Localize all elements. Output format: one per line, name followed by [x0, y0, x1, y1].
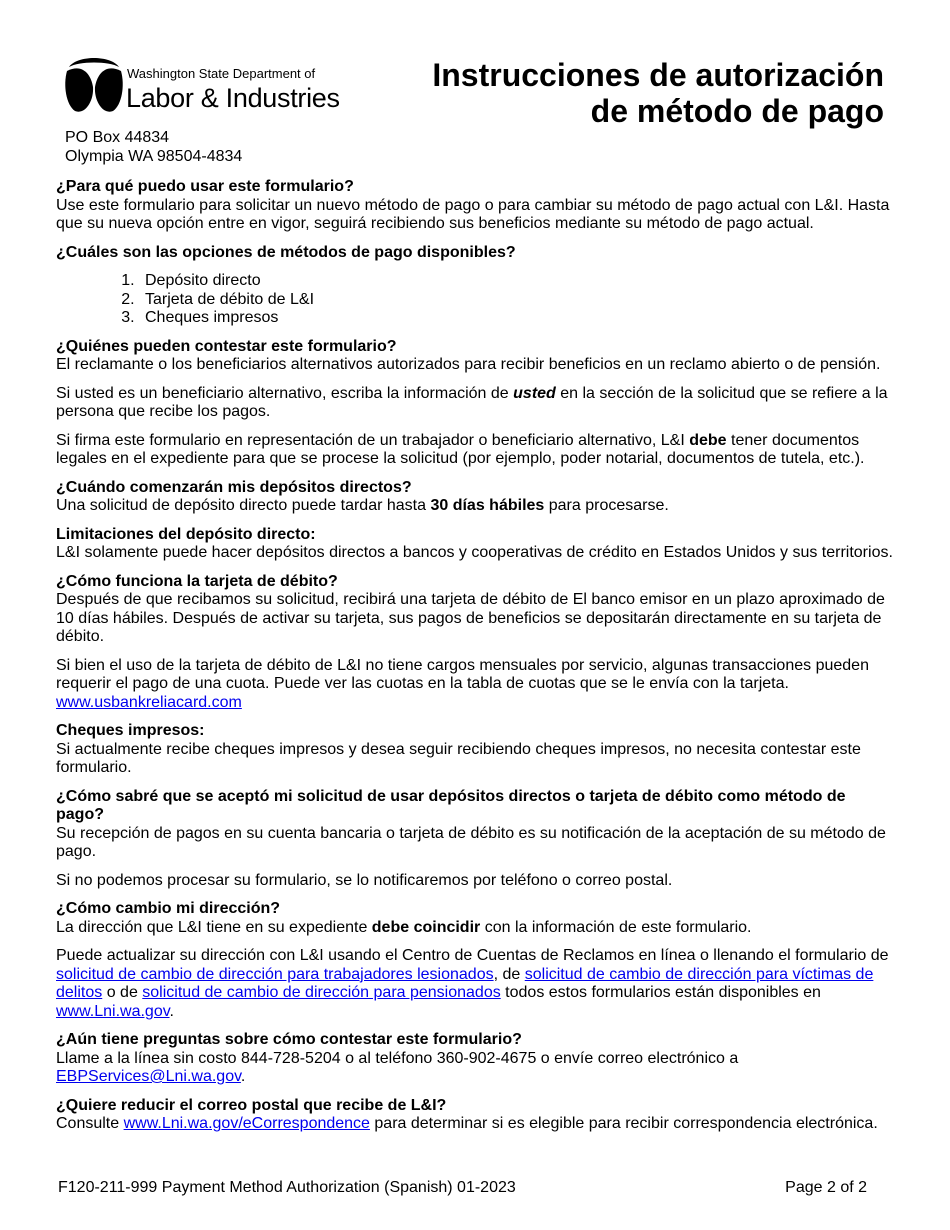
page-number: Page 2 of 2: [785, 1179, 867, 1196]
bold-text: debe coincidir: [371, 918, 481, 936]
mailing-address: [65, 128, 242, 166]
section-text: Use este formulario para solicitar un nuevo método de pago o para cambiar su método de pago actual con L&I. Hasta que su nueva opción entre en vigor, seguirá recibiendo sus beneficios mediante su método de pago actual.: [56, 196, 890, 232]
alt-beneficiary-paragraph: [56, 385, 896, 422]
section-heading: ¿Para qué puedo usar este formulario?: [56, 178, 354, 195]
ebp-email-link[interactable]: EBPServices@Lni.wa.gov: [56, 1068, 241, 1085]
acceptance-paragraph: Si no podemos procesar su formulario, se lo notificaremos por teléfono o correo postal.: [56, 871, 673, 889]
title-line1: Instrucciones de autorización: [432, 57, 884, 93]
bold-text: 30 días hábiles: [430, 497, 545, 514]
address-line2: Olympia WA 98504-4834: [65, 148, 243, 165]
section-heading: ¿Cuáles son las opciones de métodos de pago disponibles?: [56, 243, 516, 261]
page-title: [432, 57, 884, 129]
lni-website-link[interactable]: www.Lni.wa.gov: [56, 1002, 170, 1020]
section-heading: ¿Quiere reducir el correo postal que recibe de L&I?: [56, 1096, 447, 1114]
section-questions: [56, 1031, 896, 1087]
text-run: Llame a la línea sin costo 844-728-5204 o al teléfono 360-902-4675 o envíe correo electrónico a: [56, 1049, 739, 1067]
org-name-line2: Labor & Industries: [126, 83, 340, 113]
text-run: Puede actualizar su dirección con L&I usando el Centro de Cuentas de Reclamos en línea o llenando el formulario de: [56, 947, 889, 964]
list-item: 2. Tarjeta de débito de L&I: [139, 291, 896, 310]
text-run: La dirección que L&I tiene en su expediente: [56, 918, 372, 936]
form-number: F120-211-999 Payment Method Authorization (Spanish) 01-2023: [58, 1179, 516, 1196]
section-form-use: [56, 178, 896, 234]
section-heading: Cheques impresos:: [56, 722, 205, 739]
representation-paragraph: [56, 432, 896, 469]
section-heading: ¿Cómo sabré que se aceptó mi solicitud de usar depósitos directos o tarjeta de débito como método de pago?: [56, 787, 846, 823]
section-address-change: [56, 900, 896, 937]
lni-logo-icon: [63, 53, 125, 117]
list-item: 1. Depósito directo: [139, 272, 896, 291]
text-run: Consulte: [56, 1115, 124, 1132]
address-line1: PO Box 44834: [65, 129, 170, 146]
section-text: Si actualmente recibe cheques impresos y desea seguir recibiendo cheques impresos, no necesita contestar este formulario.: [56, 740, 861, 776]
text-run: o de: [102, 984, 143, 1001]
text-run: Si firma este formulario en representación de un trabajador o beneficiario alternativo, L&I: [56, 431, 690, 449]
lni-logo: [63, 53, 340, 119]
section-heading: ¿Cuándo comenzarán mis depósitos directos?: [56, 478, 412, 496]
text-run: en la sección de la solicitud que se refiere a la persona que recibe los pagos.: [56, 384, 888, 420]
text-run: .: [240, 1068, 246, 1085]
instructions-body: [56, 178, 896, 1144]
section-acceptance: [56, 788, 896, 862]
text-run: para determinar si es elegible para recibir correspondencia electrónica.: [369, 1115, 878, 1132]
org-name-line1: Washington State Department of: [127, 66, 316, 81]
emphasis-text: usted: [513, 384, 556, 402]
pensioner-address-link[interactable]: solicitud de cambio de dirección para pensionados: [142, 984, 501, 1001]
text-run: todos estos formularios están disponibles en: [500, 984, 821, 1001]
section-heading: ¿Cómo funciona la tarjeta de débito?: [56, 572, 338, 590]
reliacard-link[interactable]: www.usbankreliacard.com: [56, 693, 242, 711]
debit-fees-paragraph: [56, 657, 896, 713]
text-run: Si bien el uso de la tarjeta de débito de L&I no tiene cargos mensuales por servicio, algunas transacciones pueden requerir el pago de una cuota. Puede ver las cuotas en la tabla de cuotas que se le envía con la tarjeta.: [56, 656, 869, 692]
section-text: Su recepción de pagos en su cuenta bancaria o tarjeta de débito es su notificación de la aceptación de su método de pago.: [56, 824, 886, 860]
section-heading: ¿Cómo cambio mi dirección?: [56, 900, 281, 917]
payment-options-list: [56, 272, 896, 328]
text-run: con la información de este formulario.: [480, 918, 752, 936]
page-footer: [58, 1179, 867, 1197]
title-line2: de método de pago: [590, 93, 884, 129]
section-text: El reclamante o los beneficiarios alternativos autorizados para recibir beneficios en un reclamo abierto o de pensión.: [56, 356, 881, 373]
crime-victim-address-link[interactable]: solicitud de cambio de dirección para víctimas de delitos: [56, 965, 874, 1001]
section-deposit-limits: [56, 526, 896, 563]
section-heading: ¿Quiénes pueden contestar este formulario?: [56, 337, 397, 355]
section-deposit-start: [56, 479, 896, 516]
section-ecorrespondence: [56, 1097, 896, 1134]
section-payment-options: [56, 244, 896, 328]
text-run: , de: [493, 965, 525, 983]
address-update-paragraph: [56, 947, 896, 1021]
text-run: Una solicitud de depósito directo puede tardar hasta: [56, 497, 431, 514]
text-run: .: [169, 1002, 174, 1020]
section-heading: Limitaciones del depósito directo:: [56, 525, 316, 543]
section-printed-checks: [56, 722, 896, 778]
text-run: tener documentos legales en el expediente para que se procese la solicitud (por ejemplo, poder notarial, documentos de tutela, etc.).: [56, 431, 865, 467]
section-who-can-answer: [56, 338, 896, 375]
text-run: Si usted es un beneficiario alternativo, escriba la información de: [56, 384, 514, 402]
text-run: para procesarse.: [544, 497, 669, 514]
section-text: Después de que recibamos su solicitud, recibirá una tarjeta de débito de El banco emisor en un plazo aproximado de 10 días hábiles. Después de activar su tarjeta, sus pagos de beneficios se depositarán directamente en su tarjeta de débito.: [56, 591, 885, 645]
section-text: L&I solamente puede hacer depósitos directos a bancos y cooperativas de crédito en Estados Unidos y sus territorios.: [56, 544, 893, 561]
bold-text: debe: [689, 431, 727, 449]
section-heading: ¿Aún tiene preguntas sobre cómo contestar este formulario?: [56, 1031, 522, 1048]
ecorrespondence-link[interactable]: www.Lni.wa.gov/eCorrespondence: [123, 1115, 370, 1132]
list-item: 3. Cheques impresos: [139, 309, 896, 328]
section-debit-card: [56, 573, 896, 647]
injured-worker-address-link[interactable]: solicitud de cambio de dirección para trabajadores lesionados: [56, 965, 494, 983]
